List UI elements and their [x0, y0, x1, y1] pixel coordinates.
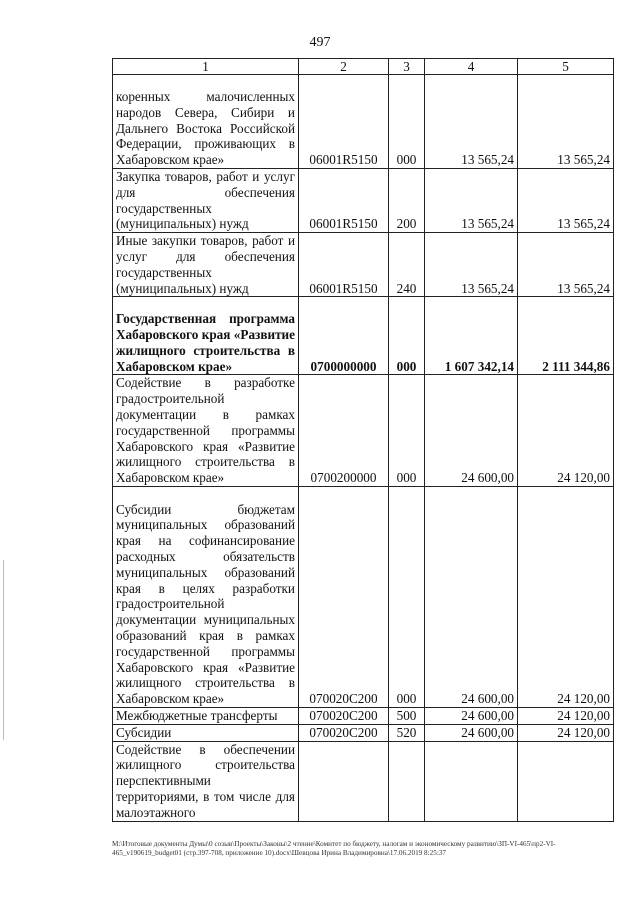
cell-name: Иные закупки товаров, работ и услуг для обеспечения государственных (муниципальных) нужд [113, 233, 299, 297]
cell-code [299, 741, 389, 821]
column-header: 3 [389, 59, 425, 75]
cell-code: 0700000000 [299, 297, 389, 375]
cell-name: Субсидии бюджетам муниципальных образований края на софинансирование расходных обязательств муниципальных образований края в целях разработки градостроительной документации муниципальных образований края в рамках государственной программы Хабаровского края «Развитие жилищного строительства в Хабаровском крае» [113, 486, 299, 707]
cell-type [389, 741, 425, 821]
column-header: 5 [518, 59, 614, 75]
table-row [113, 707, 614, 724]
cell-v2020: 13 565,24 [518, 169, 614, 233]
cell-v2020: 24 120,00 [518, 724, 614, 741]
cell-type: 500 [389, 707, 425, 724]
cell-name: коренных малочисленных народов Севера, Сибири и Дальнего Востока Российской Федерации, проживающих в Хабаровском крае» [113, 75, 299, 169]
table-row [113, 75, 614, 169]
cell-type: 000 [389, 375, 425, 487]
cell-code: 070020С200 [299, 724, 389, 741]
cell-v2019: 13 565,24 [425, 169, 518, 233]
cell-v2019: 24 600,00 [425, 486, 518, 707]
column-header: 4 [425, 59, 518, 75]
cell-v2020: 13 565,24 [518, 75, 614, 169]
table-row [113, 741, 614, 821]
header-row [113, 59, 614, 75]
table-row [113, 486, 614, 707]
cell-code: 06001R5150 [299, 233, 389, 297]
cell-v2019: 24 600,00 [425, 375, 518, 487]
page-number: 497 [309, 35, 331, 50]
cell-name: Межбюджетные трансферты [113, 707, 299, 724]
table-row [113, 724, 614, 741]
cell-type: 200 [389, 169, 425, 233]
cell-v2020: 24 120,00 [518, 707, 614, 724]
cell-type: 000 [389, 75, 425, 169]
column-header: 1 [113, 59, 299, 75]
cell-v2019: 13 565,24 [425, 75, 518, 169]
cell-code: 070020С200 [299, 486, 389, 707]
cell-name: Субсидии [113, 724, 299, 741]
cell-type: 240 [389, 233, 425, 297]
table-row [113, 375, 614, 487]
cell-v2020: 24 120,00 [518, 486, 614, 707]
table-row [113, 169, 614, 233]
file-path-footer: М:\Итоговые документы Думы\0 созыв\Проекты\Законы\2 чтение\Комитет по бюджету, налогам и экономическому развитию\ЗП-VI-465\пр2-VI-465_v190619_budget01 (стр.397-708, приложение 10).docx\Шевцова Ирина Владимировна\17.06.2019 8:25:37 [112, 840, 556, 857]
table-row [113, 297, 614, 375]
cell-code: 070020С200 [299, 707, 389, 724]
cell-type: 000 [389, 297, 425, 375]
table-row [113, 233, 614, 297]
cell-v2020: 2 111 344,86 [518, 297, 614, 375]
cell-v2019: 13 565,24 [425, 233, 518, 297]
cell-v2020: 24 120,00 [518, 375, 614, 487]
cell-v2019: 24 600,00 [425, 707, 518, 724]
cell-code: 06001R5150 [299, 75, 389, 169]
cell-name: Содействие в разработке градостроительной документации в рамках государственной программы Хабаровского края «Развитие жилищного строительства в Хабаровском крае» [113, 375, 299, 487]
cell-code: 06001R5150 [299, 169, 389, 233]
cell-name: Содействие в обеспечении жилищного строительства перспективными территориями, в том числе для малоэтажного [113, 741, 299, 821]
cell-v2019: 1 607 342,14 [425, 297, 518, 375]
cell-name: Государственная программа Хабаровского края «Развитие жилищного строительства в Хабаровском крае» [113, 297, 299, 375]
cell-v2020 [518, 741, 614, 821]
cell-type: 520 [389, 724, 425, 741]
cell-code: 0700200000 [299, 375, 389, 487]
cell-v2019: 24 600,00 [425, 724, 518, 741]
cell-type: 000 [389, 486, 425, 707]
margin-rule [3, 560, 4, 740]
cell-name: Закупка товаров, работ и услуг для обеспечения государственных (муниципальных) нужд [113, 169, 299, 233]
cell-v2020: 13 565,24 [518, 233, 614, 297]
column-header: 2 [299, 59, 389, 75]
cell-v2019 [425, 741, 518, 821]
budget-table [112, 58, 614, 822]
